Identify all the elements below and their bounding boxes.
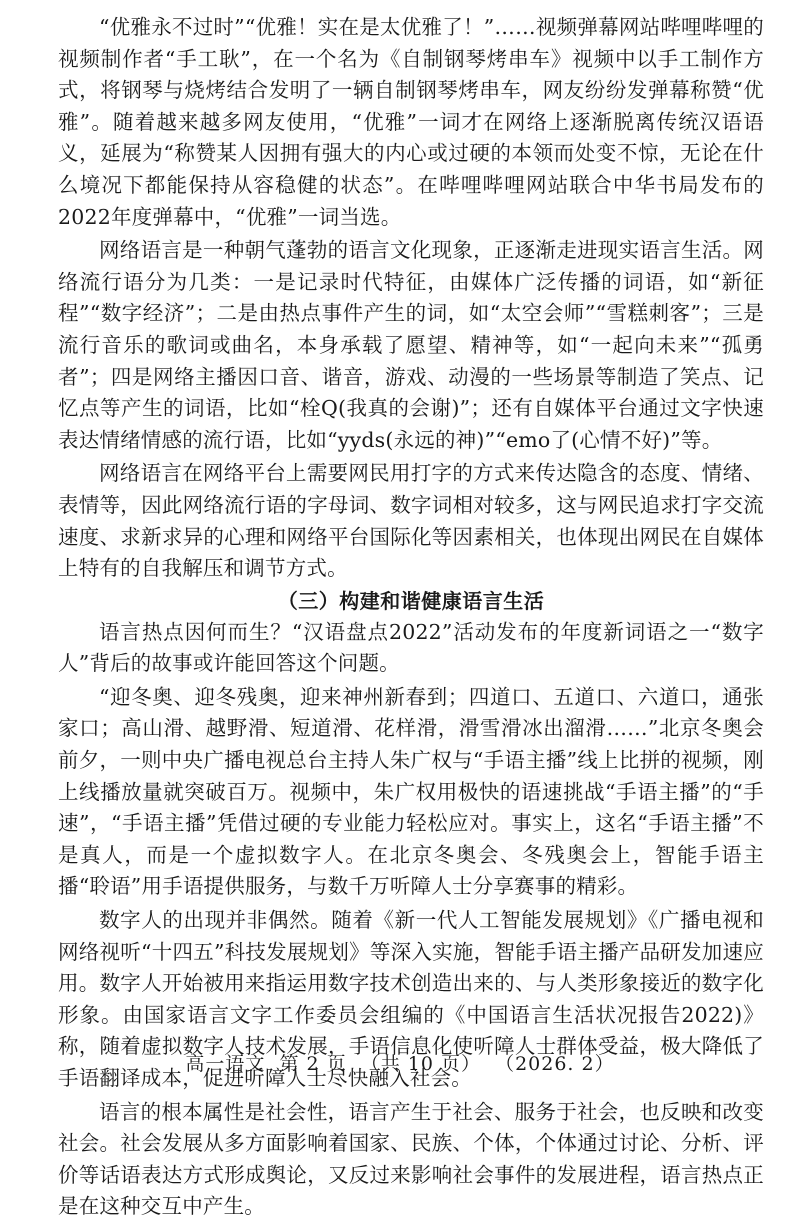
paragraph-youya: “优雅永不过时”“优雅！实在是太优雅了！”……视频弹幕网站哔哩哔哩的视频制作者“手工耿”，在一个名为《自制钢琴烤串车》视频中以手工制作方式，将钢琴与烧烤结合发明了一辆自制钢琴烤串车，网友纷纷发弹幕称赞“优雅”。随着越来越多网友使用，“优雅”一词才在网络上逐渐脱离传统汉语语义，延展为“称赞某人因拥有强大的内心或过硬的本领而处变不惊，无论在什么境况下都能保持从容稳健的状态”。在哔哩哔哩网站联合中华书局发布的2022年度弹幕中，“优雅”一词当选。 [58,15,764,229]
paragraph-internet-language-types: 网络语言是一种朝气蓬勃的语言文化现象，正逐渐走进现实语言生活。网络流行语分为几类：一是记录时代特征，由媒体广泛传播的词语，如“新征程”“数字经济”；二是由热点事件产生的词，如“太空会师”“雪糕刺客”；三是流行音乐的歌词或曲名，本身承载了愿望、精神等，如“一起向未来”“孤勇者”；四是网络主播因口音、谐音，游戏、动漫的一些场景等制造了笑点、记忆点等产生的词语，比如“栓Q(我真的会谢)”；还有自媒体平台通过文字快速表达情绪情感的流行语，比如“yyds(永远的神)”“emo了(心情不好)”等。 [58,238,764,452]
section-heading: （三）构建和谐健康语言生活 [277,588,545,613]
paragraph-sign-language-anchor: “迎冬奥、迎冬残奥，迎来神州新春到；四道口、五道口、六道口，通张家口；高山滑、越野滑、短道滑、花样滑，滑雪滑冰出溜滑……”北京冬奥会前夕，一则中央广播电视总台主持人朱广权与“手语主播”线上比拼的视频，刚上线播放量就突破百万。视频中，朱广权用极快的语速挑战“手语主播”的“手速”，“手语主播”凭借过硬的专业能力轻松应对。事实上，这名“手语主播”不是真人，而是一个虚拟数字人。在北京冬奥会、冬残奥会上，智能手语主播“聆语”用手语提供服务，与数千万听障人士分享赛事的精彩。 [58,684,764,899]
paragraph-digital-human: 数字人的出现并非偶然。随着《新一代人工智能发展规划》《广播电视和网络视听“十四五”科技发展规划》等深入实施，智能手语主播产品研发加速应用。数字人开始被用来指运用数字技术创造出来的、与人类形象接近的数字化形象。由国家语言文字工作委员会组编的《中国语言生活状况报告2022)》称，随着虚拟数字人技术发展，手语信息化使听障人士群体受益，极大降低了手语翻译成本，促进听障人士尽快融入社会。 [58,908,764,1090]
page-footer: 高一语文 第 2 页 （共 10 页） （2026. 2） [185,1053,615,1075]
paragraph-language-hotspot-question: 语言热点因何而生？“汉语盘点2022”活动发布的年度新词语之一“数字人”背后的故事或许能回答这个问题。 [58,619,764,676]
paragraph-social-attribute: 语言的根本属性是社会性，语言产生于社会、服务于社会，也反映和改变社会。社会发展从多方面影响着国家、民族、个体，个体通过讨论、分析、评价等话语表达方式形成舆论，又反过来影响社会事件的发展进程，语言热点正是在这种交互中产生。 [58,1099,764,1219]
document-page [58,12,764,1223]
paragraph-internet-language-features: 网络语言在网络平台上需要网民用打字的方式来传达隐含的态度、情绪、表情等，因此网络流行语的字母词、数字词相对较多，这与网民追求打字交流速度、求新求异的心理和网络平台国际化等因素相关，也体现出网民在自媒体上特有的自我解压和调节方式。 [58,461,764,581]
